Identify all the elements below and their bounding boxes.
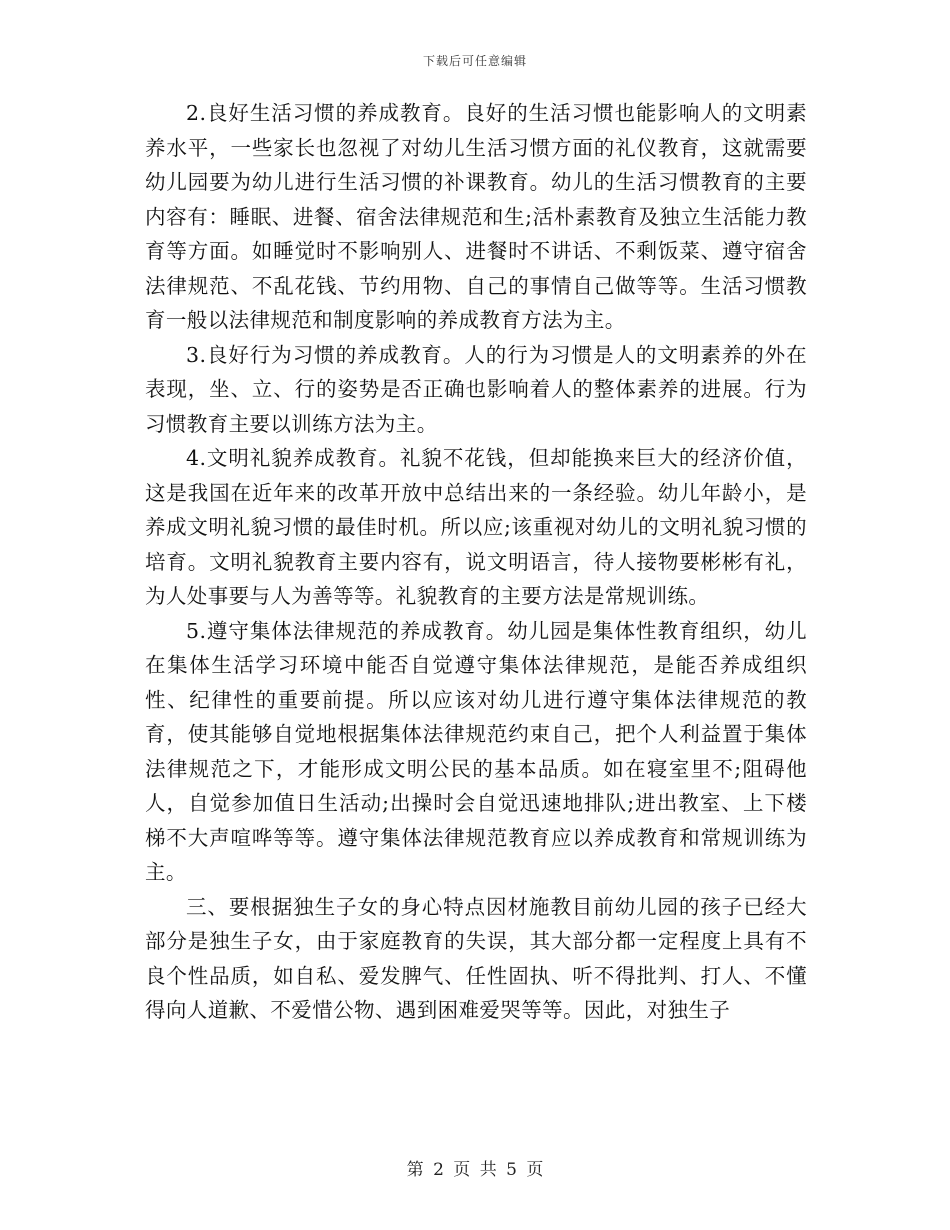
paragraph-only-children: 三、要根据独生子女的身心特点因材施教目前幼儿园的孩子已经大部分是独生子女，由于家庭教育的失误，其大部分都一定程度上具有不良个性品质，如自私、爱发脾气、任性固执、听不得批判、打人、不懂得向人道歉、不爱惜公物、遇到困难爱哭等等。因此，对独生子 — [145, 894, 807, 1022]
document-body — [145, 96, 807, 1028]
paragraph-habits-behavior: 3.良好行为习惯的养成教育。人的行为习惯是人的文明素养的外在表现，坐、立、行的姿势是否正确也影响着人的整体素养的进展。行为习惯教育主要以训练方法为主。 — [145, 342, 807, 436]
paragraph-collective-rules: 5.遵守集体法律规范的养成教育。幼儿园是集体性教育组织，幼儿在集体生活学习环境中能否自觉遵守集体法律规范，是能否养成组织性、纪律性的重要前提。所以应该对幼儿进行遵守集体法律规范的教育，使其能够自觉地根据集体法律规范约束自己，把个人利益置于集体法律规范之下，才能形成文明公民的基本品质。如在寝室里不;阻碍他人，自觉参加值日生活动;出操时会自觉迅速地排队;进出教室、上下楼梯不大声喧哗等等。遵守集体法律规范教育应以养成教育和常规训练为主。 — [145, 618, 807, 884]
paragraph-habits-life: 2.良好生活习惯的养成教育。良好的生活习惯也能影响人的文明素养水平，一些家长也忽视了对幼儿生活习惯方面的礼仪教育，这就需要幼儿园要为幼儿进行生活习惯的补课教育。幼儿的生活习惯教育的主要内容有：睡眠、进餐、宿舍法律规范和生;活朴素教育及独立生活能力教育等方面。如睡觉时不影响别人、进餐时不讲话、不剩饭菜、遵守宿舍法律规范、不乱花钱、节约用物、自己的事情自己做等等。生活习惯教育一般以法律规范和制度影响的养成教育方法为主。 — [145, 101, 807, 332]
page-footer: 第 2 页 共 5 页 — [406, 1160, 544, 1180]
paragraph-courtesy: 4.文明礼貌养成教育。礼貌不花钱，但却能换来巨大的经济价值，这是我国在近年来的改革开放中总结出来的一条经验。幼儿年龄小，是养成文明礼貌习惯的最佳时机。所以应;该重视对幼儿的文明礼貌习惯的培育。文明礼貌教育主要内容有，说文明语言，待人接物要彬彬有礼，为人处事要与人为善等等。礼貌教育的主要方法是常规训练。 — [145, 446, 807, 608]
page-header: 下载后可任意编辑 — [422, 54, 527, 68]
